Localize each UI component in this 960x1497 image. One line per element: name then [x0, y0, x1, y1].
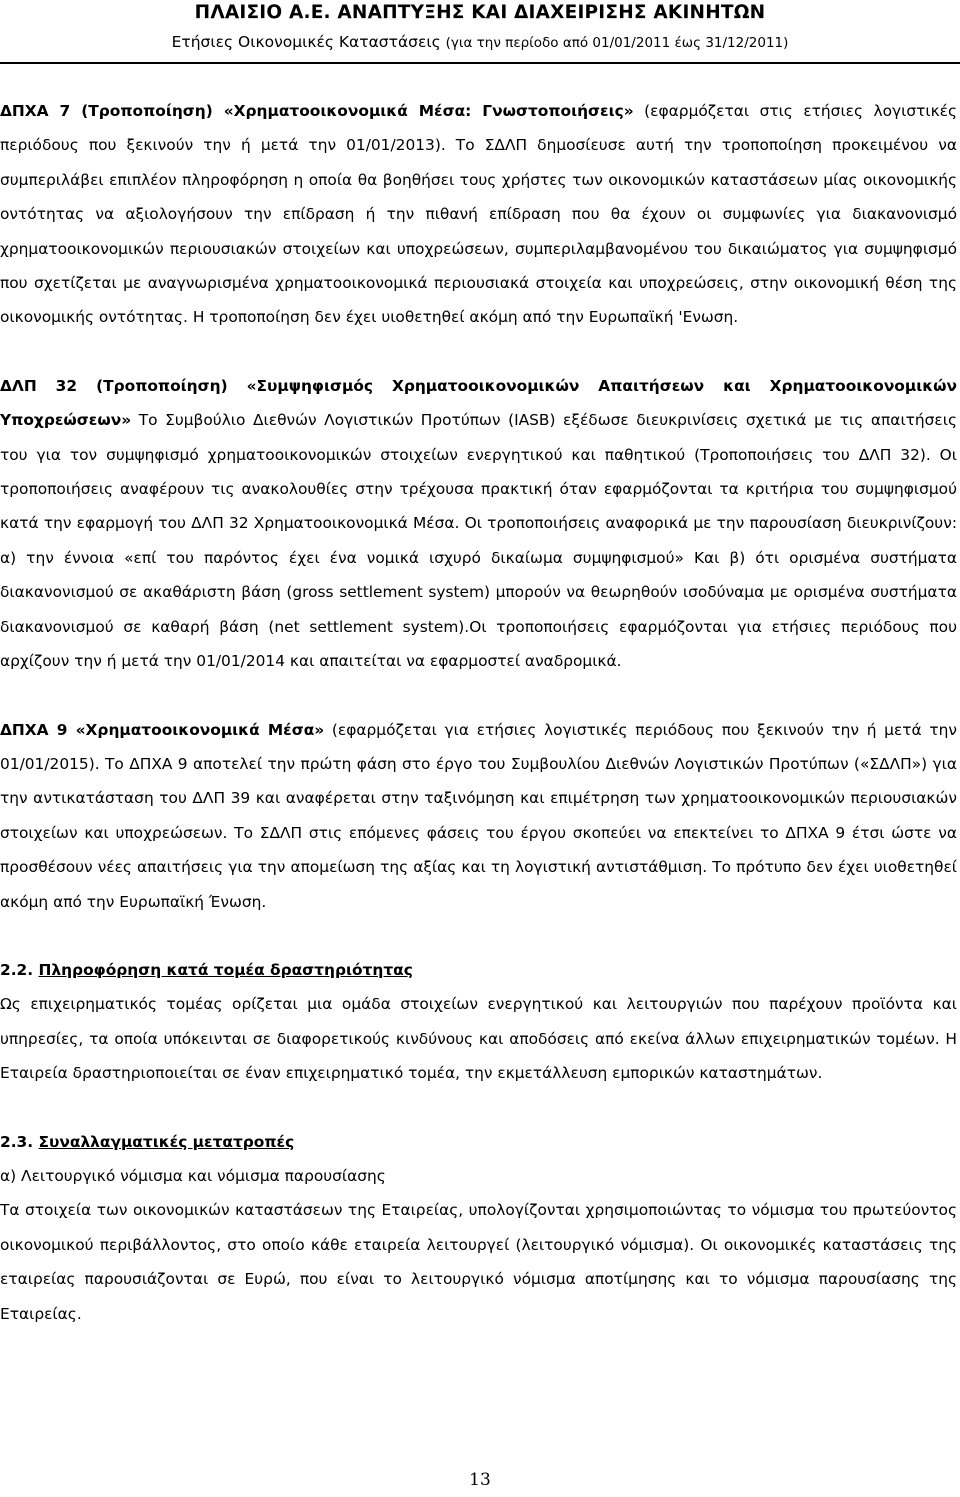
subheading-functional-currency: α) Λειτουργικό νόμισμα και νόμισμα παρουσίασης: [0, 1166, 386, 1185]
paragraph-dpxa7: [0, 94, 957, 335]
paragraph-dpxa9: [0, 713, 957, 919]
page-number: 13: [469, 1470, 491, 1490]
paragraph-dpxa9-lead: ΔΠΧΑ 9 «Χρηματοοικονομικά Μέσα»: [0, 720, 325, 739]
section-heading-2-3: [0, 1125, 957, 1159]
header-divider: [0, 62, 960, 64]
spacer: [0, 335, 957, 369]
paragraph-segment-info: Ως επιχειρηματικός τομέας ορίζεται μια ομάδα στοιχείων ενεργητικού και λειτουργιών που παρέχουν προϊόντα και υπηρεσίες, τα οποία υπόκεινται σε διαφορετικούς κινδύνους και αποδόσεις από εκείνα άλλων επιχειρηματικών τομέων. Η Εταιρεία δραστηριοποιείται σε έναν επιχειρηματικό τομέα, την εκμετάλλευση εμπορικών καταστημάτων.: [0, 995, 957, 1083]
paragraph-dlp32-text: Το Συμβούλιο Διεθνών Λογιστικών Προτύπων (IASB) εξέδωσε διευκρινίσεις σχετικά με τις απαιτήσεις του για τον συμψηφισμό χρηματοοικονομικών στοιχείων ενεργητικού και παθητικού (Τροποποιήσεις του ΔΛΠ 32). Οι τροποποιήσεις αναφέρουν τις ανακολουθίες στην τρέχουσα πρακτική όταν εφαρμόζονται τα κριτήρια του συμψηφισμού κατά την εφαρμογή του ΔΛΠ 32 Χρηματοοικονομικά Μέσα. Οι τροποποιήσεις αναφορικά με την παρουσίαση διευκρινίζουν: α) την έννοια «επί του παρόντος έχει ένα νομικά ισχυρό δικαίωμα συμψηφισμού» Και β) ότι ορισμένα συστήματα διακανονισμού σε ακαθάριστη βάση (gross settlement system) μπορούν να θεωρηθούν ισοδύναμα με ορισμένα συστήματα διακανονισμού σε καθαρή βάση (net settlement system).Οι τροποποιήσεις εφαρμόζονται για ετήσιες περιόδους που αρχίζουν την ή μετά την 01/01/2014 και απαιτείται να εφαρμοστεί αναδρομικά.: [0, 411, 957, 671]
spacer: [0, 1091, 957, 1125]
section-title: Πληροφόρηση κατά τομέα δραστηριότητας: [38, 960, 413, 979]
report-subtitle-main: Ετήσιες Οικονομικές Καταστάσεις: [171, 33, 441, 51]
section-title: Συναλλαγματικές μετατροπές: [38, 1132, 295, 1151]
paragraph-dpxa7-text: (εφαρμόζεται στις ετήσιες λογιστικές περιόδους που ξεκινούν την ή μετά την 01/01/2013). Το ΣΔΛΠ δημοσίευσε αυτή την τροποποίηση προκειμένου να συμπεριλάβει επιπλέον πληροφόρηση η οποία θα βοηθήσει τους χρήστες των οικονομικών καταστάσεων μίας οικονομικής οντότητας να αξιολογήσουν την επίδραση ή την πιθανή επίδραση που θα έχουν οι συμφωνίες για διακανονισμό χρηματοοικονομικών περιουσιακών στοιχείων και υποχρεώσεων, συμπεριλαμβανομένου του δικαιώματος για συμψηφισμό που σχετίζεται με αναγνωρισμένα χρηματοοικονομικά περιουσιακά στοιχεία και υποχρεώσεις, στην οικονομική θέση της οικονομικής οντότητας. Η τροποποίηση δεν έχει υιοθετηθεί ακόμη από την Ευρωπαϊκή 'Ενωση.: [0, 102, 957, 327]
report-subtitle: [0, 33, 960, 51]
spacer: [0, 919, 957, 953]
section-number: 2.3.: [0, 1132, 34, 1151]
company-title: ΠΛΑΙΣΙΟ Α.Ε. ΑΝΑΠΤΥΞΗΣ ΚΑΙ ΔΙΑΧΕΙΡΙΣΗΣ ΑΚΙΝΗΤΩΝ: [194, 2, 766, 23]
spacer: [0, 679, 957, 713]
paragraph-dpxa9-text: (εφαρμόζεται για ετήσιες λογιστικές περιόδους που ξεκινούν την ή μετά την 01/01/2015). Το ΔΠΧΑ 9 αποτελεί την πρώτη φάση στο έργο του Συμβουλίου Διεθνών Λογιστικών Προτύπων («ΣΔΛΠ») για την αντικατάσταση του ΔΛΠ 39 και αναφέρεται στην ταξινόμηση και επιμέτρηση των χρηματοοικονομικών περιουσιακών στοιχείων και υποχρεώσεων. Το ΣΔΛΠ στις επόμενες φάσεις του έργου σκοπεύει να επεκτείνει το ΔΠΧΑ 9 έτσι ώστε να προσθέσουν νέες απαιτήσεις για την απομείωση της αξίας και τη λογιστική αντιστάθμιση. Το πρότυπο δεν έχει υιοθετηθεί ακόμη από την Ευρωπαϊκή Ένωση.: [0, 720, 958, 911]
paragraph-currency: Τα στοιχεία των οικονομικών καταστάσεων της Εταιρείας, υπολογίζονται χρησιμοποιώντας το νόμισμα του πρωτεύοντος οικονομικού περιβάλλοντος, στο οποίο κάθε εταιρεία λειτουργεί (λειτουργικό νόμισμα). Οι οικονομικές καταστάσεις της εταιρείας παρουσιάζονται σε Ευρώ, που είναι το λειτουργικό νόμισμα αποτίμησης και το νόμισμα παρουσίασης της Εταιρείας.: [0, 1201, 957, 1323]
page-header: [0, 0, 960, 66]
paragraph-dlp32-lead: ΔΛΠ 32 (Τροποποίηση) «Συμψηφισμός Χρηματοοικονομικών Απαιτήσεων και Χρηματοοικονομικών Υποχρεώσεων»: [0, 376, 957, 430]
section-heading-2-2: [0, 953, 957, 987]
paragraph-dlp32: [0, 369, 957, 679]
document-body: [0, 94, 957, 1331]
report-period: (για την περίοδο από 01/01/2011 έως 31/12/2011): [445, 35, 789, 51]
paragraph-dpxa7-lead: ΔΠΧΑ 7 (Τροποποίηση) «Χρηματοοικονομικά Μέσα: Γνωστοποιήσεις»: [0, 102, 634, 120]
section-number: 2.2.: [0, 960, 34, 979]
